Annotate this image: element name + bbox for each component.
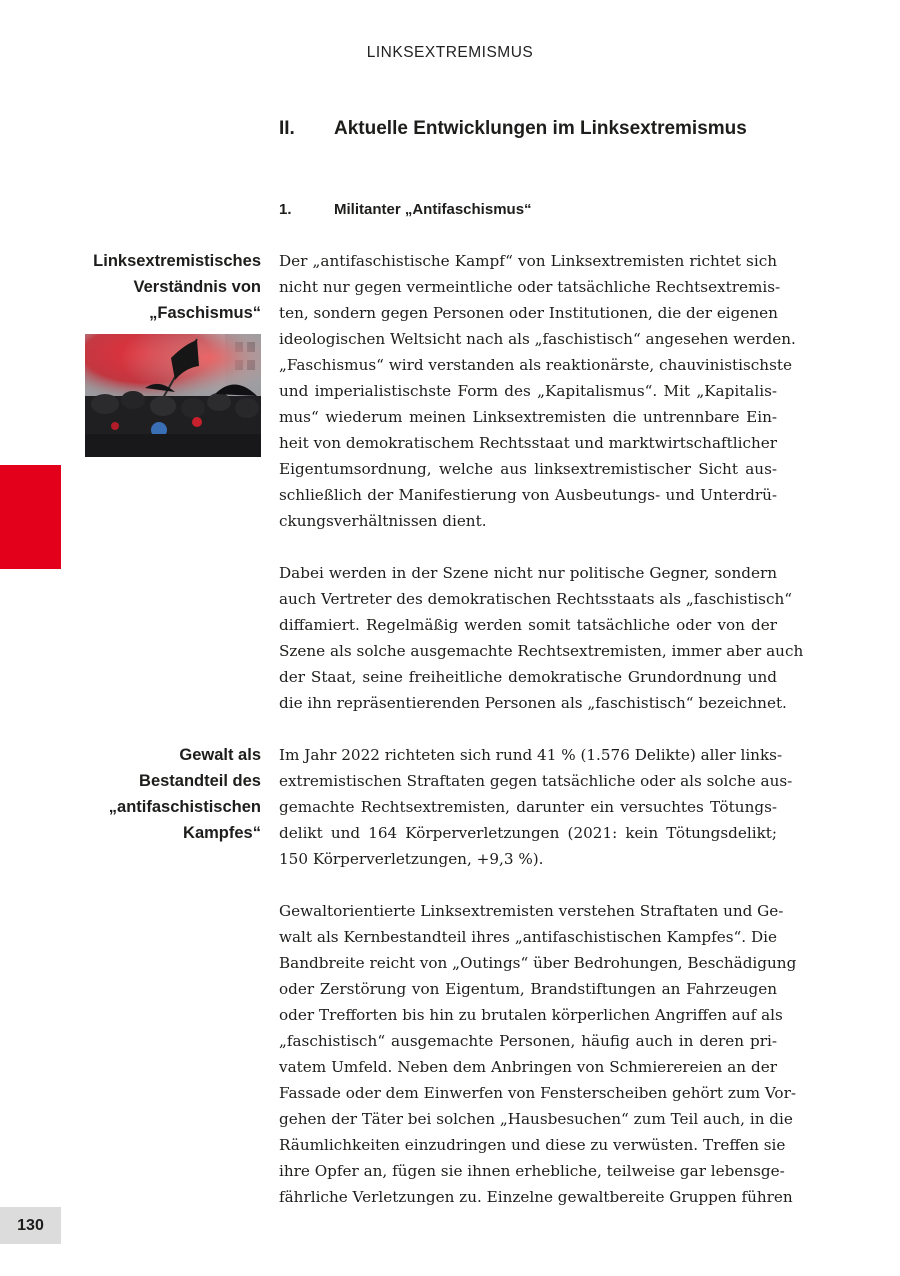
section-title: Aktuelle Entwicklungen im Linksextremismus (334, 118, 747, 139)
text-line: Der „antifaschistische Kampf“ von Linksextremisten richtet sich (279, 252, 777, 270)
text-line: delikt und 164 Körperverletzungen (2021: kein Tötungsdelikt; (279, 824, 777, 842)
text-line: nicht nur gegen vermeintliche oder tatsächliche Rechtsextremis- (279, 278, 781, 296)
text-line: diffamiert. Regelmäßig werden somit tatsächliche oder von der (279, 616, 777, 634)
demonstration-photo (85, 334, 261, 457)
text-line: schließlich der Manifestierung von Ausbeutungs- und Unterdrü- (279, 486, 777, 504)
text-line: mus“ wiederum meinen Linksextremisten die untrennbare Ein- (279, 408, 777, 426)
paragraph-1 (279, 248, 796, 534)
chapter-marker-tab (0, 465, 61, 569)
text-line: vatem Umfeld. Neben dem Anbringen von Schmierereien an der (279, 1058, 777, 1076)
text-line: Im Jahr 2022 richteten sich rund 41 % (1.576 Delikte) aller links- (279, 746, 783, 764)
text-line: gemachte Rechtsextremisten, darunter ein versuchtes Tötungs- (279, 798, 777, 816)
text-line: Dabei werden in der Szene nicht nur politische Gegner, sondern (279, 564, 777, 582)
text-line: ten, sondern gegen Personen oder Institutionen, die der eigenen (279, 304, 778, 322)
text-line: Fassade oder dem Einwerfen von Fensterscheiben gehört zum Vor- (279, 1084, 796, 1102)
sidenote-line: „Faschismus“ (149, 304, 261, 322)
text-line: Bandbreite reicht von „Outings“ über Bedrohungen, Beschädigung (279, 954, 797, 972)
subsection-number: 1. (279, 201, 292, 218)
text-line: und imperialistischste Form des „Kapitalismus“. Mit „Kapitalis- (279, 382, 777, 400)
running-header: LINKSEXTREMISMUS (366, 44, 534, 61)
text-line: der Staat, seine freiheitliche demokratische Grundordnung und (279, 668, 777, 686)
sidenote-line: Linksextremistisches (93, 252, 261, 270)
text-line: ideologischen Weltsicht nach als „faschistisch“ angesehen werden. (279, 330, 796, 348)
text-line: extremistischen Straftaten gegen tatsächliche oder als solche aus- (279, 772, 793, 790)
sidenote-line: Gewalt als (179, 746, 261, 764)
text-line: walt als Kernbestandteil ihres „antifaschistischen Kampfes“. Die (279, 928, 777, 946)
text-line: oder Trefforten bis hin zu brutalen körperlichen Angriffen auf als (279, 1006, 783, 1024)
text-line: „Faschismus“ wird verstanden als reaktionärste, chauvinistischste (279, 356, 792, 374)
sidenote-line: Bestandteil des (139, 772, 261, 790)
sidenote-line: Kampfes“ (183, 824, 261, 842)
text-line: Eigentumsordnung, welche aus linksextremistischer Sicht aus- (279, 460, 777, 478)
text-line: auch Vertreter des demokratischen Rechtsstaats als „faschistisch“ (279, 590, 792, 608)
text-line: Gewaltorientierte Linksextremisten verstehen Straftaten und Ge- (279, 902, 784, 920)
paragraph-3 (279, 742, 793, 872)
text-line: ckungsverhältnissen dient. (279, 512, 487, 530)
sidenote-line: Verständnis von (133, 278, 261, 296)
text-line: oder Zerstörung von Eigentum, Brandstiftungen an Fahrzeugen (279, 980, 777, 998)
sidenote-faschismus (93, 248, 261, 326)
section-number: II. (279, 118, 295, 139)
text-line: gehen der Täter bei solchen „Hausbesuchen“ zum Teil auch, in die (279, 1110, 793, 1128)
text-line: heit von demokratischem Rechtsstaat und marktwirtschaftlicher (279, 434, 777, 452)
page-number: 130 (0, 1207, 61, 1244)
text-line: die ihn repräsentierenden Personen als „faschistisch“ bezeichnet. (279, 694, 787, 712)
text-line: 150 Körperverletzungen, +9,3 %). (279, 850, 544, 868)
text-line: fährliche Verletzungen zu. Einzelne gewaltbereite Gruppen führen (279, 1188, 793, 1206)
text-line: „faschistisch“ ausgemachte Personen, häufig auch in deren pri- (279, 1032, 777, 1050)
paragraph-4 (279, 898, 797, 1210)
paragraph-2 (279, 560, 804, 716)
text-line: ihre Opfer an, fügen sie ihnen erhebliche, teilweise gar lebensge- (279, 1162, 785, 1180)
text-line: Szene als solche ausgemachte Rechtsextremisten, immer aber auch (279, 642, 804, 660)
sidenote-gewalt (109, 742, 261, 846)
text-line: Räumlichkeiten einzudringen und diese zu verwüsten. Treffen sie (279, 1136, 786, 1154)
subsection-title: Militanter „Antifaschismus“ (334, 201, 532, 218)
sidenote-line: „antifaschistischen (108, 798, 261, 816)
